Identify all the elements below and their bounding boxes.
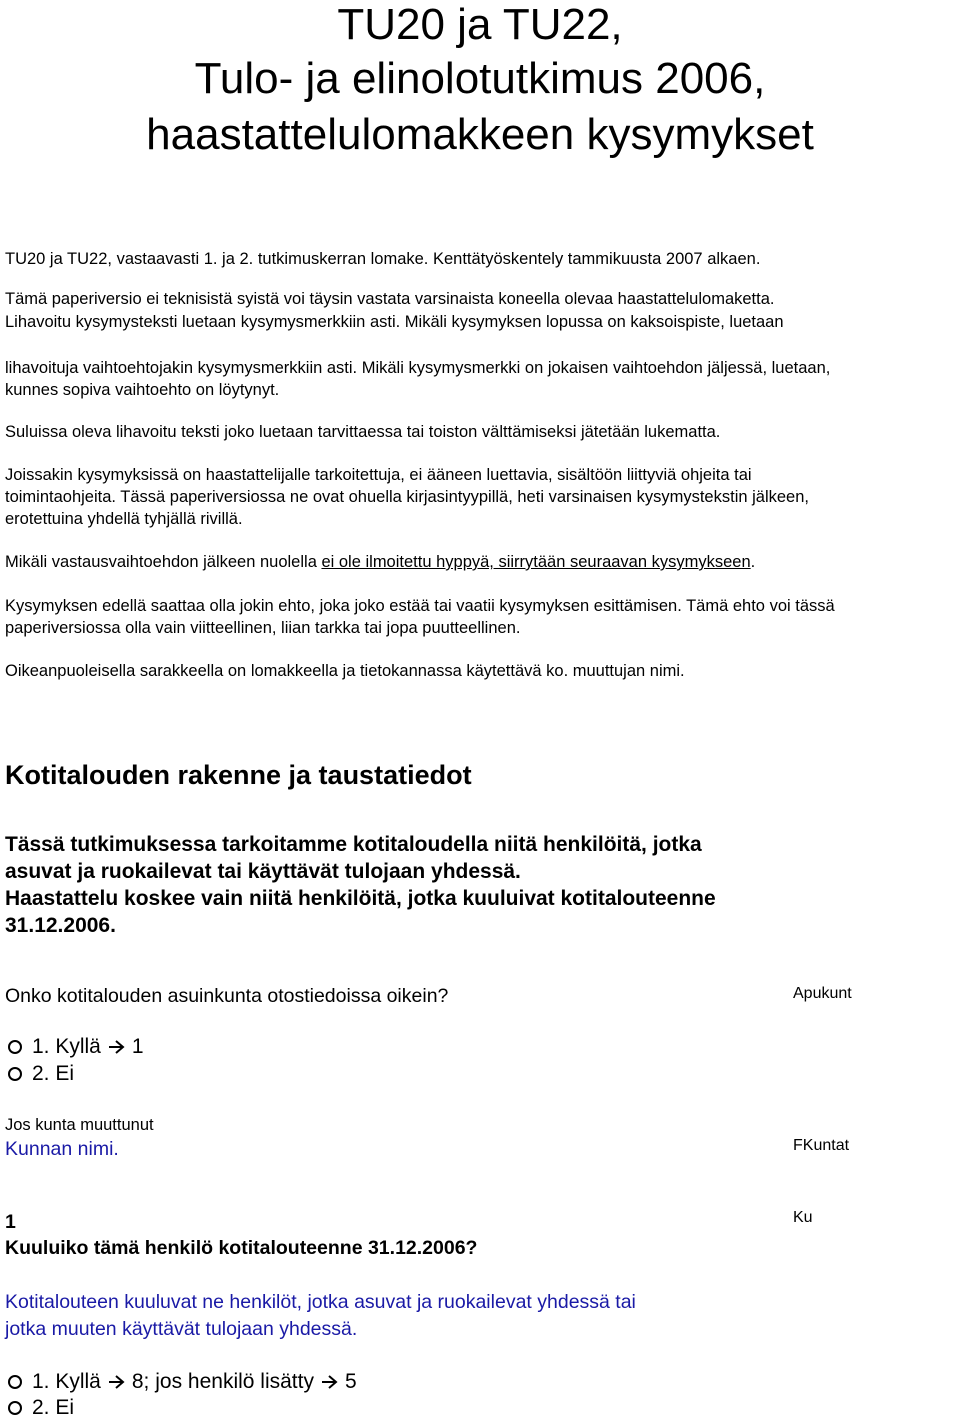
option-ku-no[interactable] xyxy=(8,1396,74,1420)
intro-paragraph-4: Suluissa oleva lihavoitu teksti joko luetaan tarvittaessa tai toiston välttämiseksi jätetään lukematta. xyxy=(5,423,721,441)
document-title-line3: haastattelulomakkeen kysymykset xyxy=(146,110,814,159)
condition-kunta: Jos kunta muuttunut xyxy=(5,1116,154,1134)
intro-paragraph-7b: paperiversiossa olla vain viitteellinen, liian tarkka tai jopa puutteellinen. xyxy=(5,619,521,637)
radio-circle-icon[interactable] xyxy=(8,1040,22,1054)
intro-paragraph-5c: erotettuina yhdellä tyhjällä rivillä. xyxy=(5,510,243,528)
option-label: 2. Ei xyxy=(32,1396,75,1419)
intro-paragraph-5a: Joissakin kysymyksissä on haastattelijalle tarkoitettuja, ei ääneen luettavia, sisältöön liittyviä ohjeita tai xyxy=(5,466,752,484)
question-kunnan-nimi: Kunnan nimi. xyxy=(5,1138,119,1160)
bold-intro-line3: Haastattelu koskee vain niitä henkilöitä, jotka kuuluivat kotitalouteenne xyxy=(5,887,716,910)
option-label: 1. Kyllä xyxy=(32,1370,101,1393)
p6-pre: Mikäli vastausvaihtoehdon jälkeen nuolella xyxy=(5,553,322,571)
bold-intro-line2: asuvat ja ruokailevat tai käyttävät tulojaan yhdessä. xyxy=(5,860,521,883)
variable-apukunt: Apukunt xyxy=(793,985,852,1002)
question-kuuluiko: Kuuluiko tämä henkilö kotitalouteenne 31.12.2006? xyxy=(5,1237,478,1259)
intro-paragraph-8: Oikeanpuoleisella sarakkeella on lomakkeella ja tietokannassa käytettävä ko. muuttujan nimi. xyxy=(5,662,685,680)
radio-circle-icon[interactable] xyxy=(8,1375,22,1389)
intro-paragraph-1: TU20 ja TU22, vastaavasti 1. ja 2. tutkimuskerran lomake. Kenttätyöskentely tammikuusta 2007 alkaen. xyxy=(5,250,761,268)
intro-paragraph-2: Tämä paperiversio ei teknisistä syistä voi täysin vastata varsinaista koneella olevaa haastattelulomaketta. xyxy=(5,290,775,308)
p6-underlined: ei ole ilmoitettu hyppyä, siirrytään seuraavan kysymykseen xyxy=(321,553,751,571)
note-line1: Kotitalouteen kuuluvat ne henkilöt, jotka asuvat ja ruokailevat yhdessä tai xyxy=(5,1291,636,1313)
option-label: 2. Ei xyxy=(32,1062,75,1085)
question-apukunt: Onko kotitalouden asuinkunta otostiedoissa oikein? xyxy=(5,985,449,1007)
variable-fkuntat: FKuntat xyxy=(793,1137,850,1154)
jump-arrow-icon xyxy=(108,1040,125,1054)
interviewer-note xyxy=(5,1289,805,1343)
note-line2: jotka muuten käyttävät tulojaan yhdessä. xyxy=(5,1318,358,1340)
intro-paragraph-3c: kunnes sopiva vaihtoehto on löytynyt. xyxy=(5,381,280,399)
jump-arrow-icon xyxy=(108,1375,125,1389)
radio-circle-icon[interactable] xyxy=(8,1067,22,1081)
option-ku-yes[interactable] xyxy=(8,1370,357,1394)
jump-target-2: 5 xyxy=(344,1370,357,1393)
intro-paragraph-5b: toimintaohjeita. Tässä paperiversiossa ne ovat ohuella kirjasintyypillä, heti varsinaisen kysymystekstin jälkeen, xyxy=(5,488,809,506)
jump-arrow-icon xyxy=(321,1375,338,1389)
section-heading: Kotitalouden rakenne ja taustatiedot xyxy=(5,760,472,790)
intro-paragraph-3a: Lihavoitu kysymysteksti luetaan kysymysmerkkiin asti. Mikäli kysymyksen lopussa on kaksoispiste, luetaan xyxy=(5,313,784,331)
intro-paragraph-3b: lihavoituja vaihtoehtojakin kysymysmerkkiin asti. Mikäli kysymysmerkki on jokaisen vaihtoehdon jäljessä, luetaan, xyxy=(5,359,831,377)
option-apukunt-no[interactable] xyxy=(8,1062,74,1086)
jump-target: 1 xyxy=(131,1035,144,1058)
p6-post: . xyxy=(750,553,756,571)
radio-circle-icon[interactable] xyxy=(8,1401,22,1415)
document-title-line1: TU20 ja TU22, xyxy=(337,0,623,49)
section-bold-intro xyxy=(5,831,905,939)
bold-intro-line4: 31.12.2006. xyxy=(5,914,116,937)
intro-paragraph-6 xyxy=(5,551,955,573)
option-label: 1. Kyllä xyxy=(32,1035,101,1058)
option-apukunt-yes[interactable] xyxy=(8,1035,144,1059)
variable-ku: Ku xyxy=(793,1209,813,1226)
document-title-line2: Tulo- ja elinolotutkimus 2006, xyxy=(194,54,766,103)
jump-target: 8; jos henkilö lisätty xyxy=(131,1370,314,1393)
question-number: 1 xyxy=(5,1211,16,1233)
intro-paragraph-7a: Kysymyksen edellä saattaa olla jokin ehto, joka joko estää tai vaatii kysymyksen esittämisen. Tämä ehto voi tässä xyxy=(5,597,835,615)
bold-intro-line1: Tässä tutkimuksessa tarkoitamme kotitaloudella niitä henkilöitä, jotka xyxy=(5,833,702,856)
